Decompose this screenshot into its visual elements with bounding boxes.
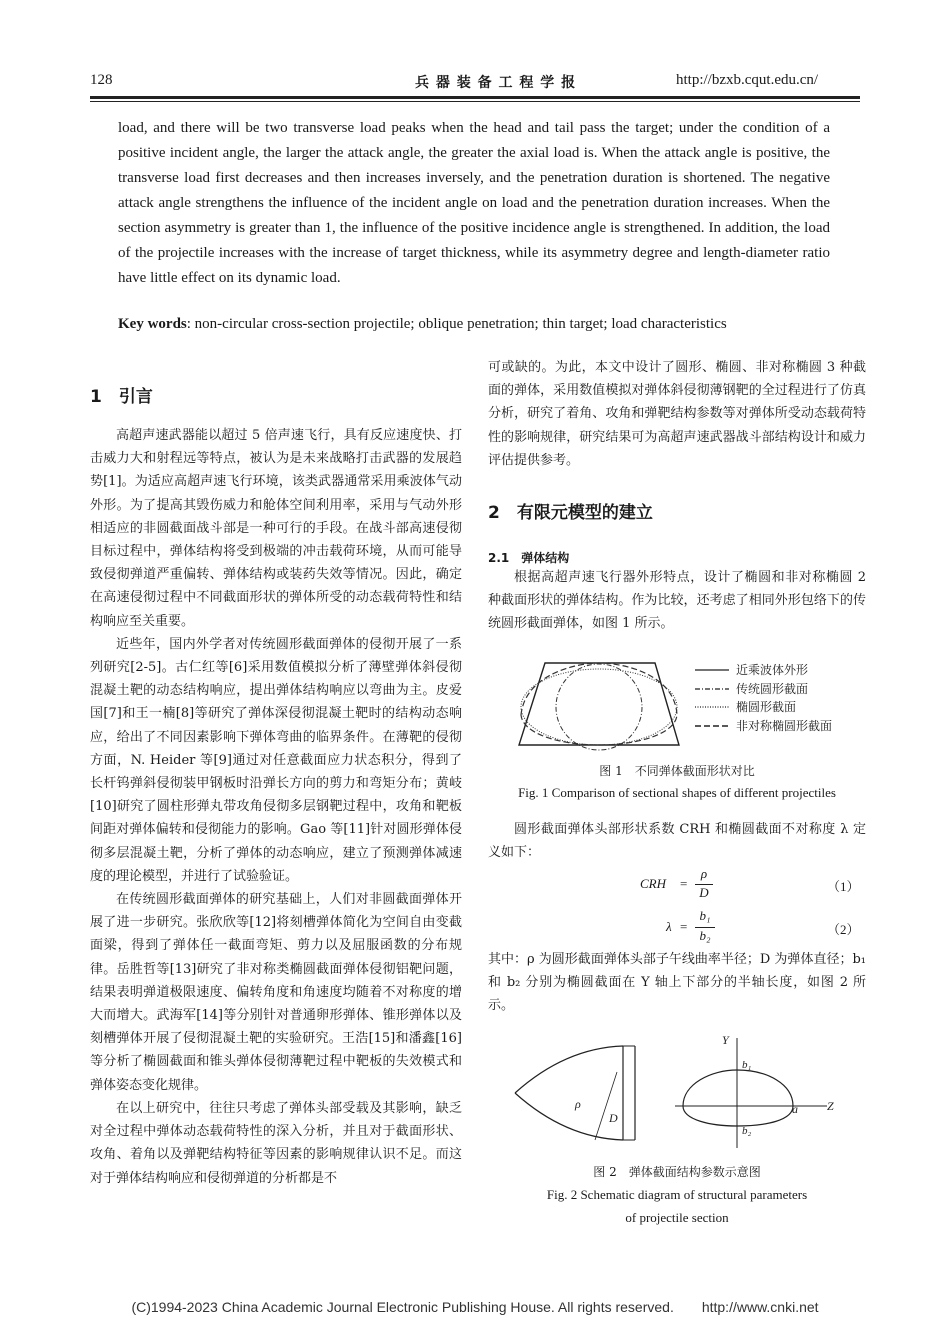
- paragraph: 在传统圆形截面弹体的研究基础上，人们对非圆截面弹体开展了进一步研究。张欣欣等[12]将刻槽弹体简化为空间自由变截面梁，得到了弹体任一截面弯矩、剪力以及屈服函数的分布规律。岳胜哲等[13]研究了非对称类椭圆截面弹体侵彻铝靶问题，结果表明弹道极限速度、偏转角度和角速度均随着不对称度的增大而增大。武海军[14]等分别针对普通卵形弹体、锥形弹体以及刻槽弹体开展了侵彻混凝土靶的实验研究。王浩[15]和潘鑫[16]等分析了椭圆截面和锥头弹体侵彻薄靶过程中靶板的失效模式和弹体姿态变化规律。: [90, 892, 462, 1093]
- eq2-numerator: b₁: [699, 908, 711, 923]
- asymmetric-ellipse-section: [521, 663, 677, 745]
- section-1-body: [90, 424, 462, 1190]
- paragraph: 在以上研究中，往往只考虑了弹体头部受载及其影响，缺乏对全过程中弹体动态载荷特性的深入分析，并且对于截面形状、攻角、着角以及弹靶结构特征等因素的影响规律认识不足。而这对于弹体结构响应和侵彻弹道的分析都是不: [90, 1100, 462, 1186]
- section-1-title: 1 引言: [90, 387, 153, 407]
- ogive-lower: [515, 1093, 623, 1140]
- paragraph: 可或缺的。为此，本文中设计了圆形、椭圆、非对称椭圆 3 种截面的弹体，采用数值模拟对弹体斜侵彻薄钢靶的全过程进行了仿真分析，研究了着角、攻角和弹靶结构参数等对弹体所受动态载荷特性的影响规律，研究结果可为高超声速武器战斗部结构设计和威力评估提供参考。: [488, 360, 866, 468]
- copyright-footer: (C)1994-2023 China Academic Journal Electronic Publishing House. All rights reserved. http://www.cnki.net: [131, 1299, 819, 1315]
- legend-circular: 传统圆形截面: [736, 682, 809, 696]
- eq2-lhs: λ: [666, 919, 672, 934]
- definition-paragraph: [488, 818, 866, 864]
- header-rule-thick: [90, 96, 860, 99]
- section-2-1-body: [488, 566, 866, 636]
- figure-2-caption-cn: 图 2 弹体截面结构参数示意图: [593, 1165, 761, 1179]
- subsection-2-1-title: 2.1 弹体结构: [488, 551, 570, 565]
- figure-1-caption-cn: 图 1 不同弹体截面形状对比: [599, 764, 755, 778]
- legend-asym-ellipse: 非对称椭圆形截面: [736, 719, 833, 733]
- b1-label: b₁: [742, 1059, 752, 1071]
- figure-2-caption-en-line1: Fig. 2 Schematic diagram of structural parameters: [546, 1187, 808, 1202]
- eq1-number: （1）: [827, 879, 860, 894]
- hull-outline: [519, 663, 679, 745]
- journal-url[interactable]: http://bzxb.cqut.edu.cn/: [676, 72, 819, 88]
- paragraph: 圆形截面弹体头部形状系数 CRH 和椭圆截面不对称度 λ 定义如下：: [488, 822, 866, 861]
- diameter-label: D: [609, 1111, 618, 1125]
- header-rule-thin: [90, 101, 860, 102]
- journal-title: 兵 器 装 备 工 程 学 报: [415, 75, 577, 91]
- z-axis-label: Z: [827, 1099, 834, 1113]
- where-paragraph: [488, 948, 866, 1018]
- keywords-label: Key words: [118, 316, 187, 332]
- figure-2: [505, 1030, 845, 1150]
- a-label: a: [792, 1102, 798, 1116]
- page-number: 128: [90, 72, 113, 88]
- section-2-title: 2 有限元模型的建立: [488, 503, 653, 523]
- paragraph: 根据高超声速飞行器外形特点，设计了椭圆和非对称椭圆 2 种截面形状的弹体结构。作为比较，还考虑了相同外形包络下的传统圆形截面弹体，如图 1 所示。: [488, 570, 866, 632]
- paragraph: 近些年，国内外学者对传统圆形截面弹体的侵彻开展了一系列研究[2-5]。古仁红等[6]采用数值模拟分析了薄壁弹体斜侵彻混凝土靶的动态结构响应，提出弹体结构响应以弯曲为主。皮爱国[7]和王一楠[8]等研究了弹体深侵彻混凝土靶时的结构动态响应，给出了不同因素影响下弹体弯曲的临界条件。在薄靶的侵彻方面，N. Heider 等[9]通过对任意截面应力状态积分，得到了长杆钨弹斜侵彻装甲钢板时沿弹长方向的剪力和弯矩分布；黄岐[10]研究了圆柱形弹丸带攻角侵彻多层钢靶过程中，攻角和靶板间距对弹体偏转和侵彻能力的影响。Gao 等[11]针对圆形弹体侵彻多层混凝土靶，分析了弹体的动态响应，建立了预测弹体减速度的理论模型，并进行了试验验证。: [90, 636, 462, 884]
- paragraph: 高超声速武器能以超过 5 倍声速飞行，具有反应速度快、打击威力大和射程远等特点，被认为是未来战略打击武器的发展趋势[1]。为适应高超声速飞行环境，该类武器通常采用乘波体气动外形。为了提高其毁伤威力和舱体空间利用率，采用与气动外形相适应的非圆截面战斗部是一种可行的手段。在战斗部高速侵彻目标过程中，弹体结构将受到极端的冲击载荷环境，从而可能导致侵彻弹道严重偏转、弹体结构或装药失效等情况。因此，确定在高速侵彻过程中不同截面形状的弹体所受的动态载荷特性和结构响应至关重要。: [90, 428, 462, 629]
- eq1-equals: =: [680, 876, 688, 891]
- eq2-denominator: b₂: [699, 928, 711, 943]
- keywords-value: : non-circular cross-section projectile; oblique penetration; thin target; load characteristics: [186, 316, 727, 332]
- figure-1: [515, 655, 865, 755]
- asymmetric-ellipse: [683, 1070, 793, 1126]
- y-axis-label: Y: [722, 1033, 729, 1047]
- eq1-denominator: D: [699, 885, 709, 900]
- legend-hull: 近乘波体外形: [736, 663, 809, 677]
- abstract-text: load, and there will be two transverse load peaks when the head and tail pass the target; under the condition of a positive incident angle, the larger the attack angle, the greater the axial load is. When the attack angle is positive, the transverse load first decreases and then increases inversely, and the penetration duration is shortened. The negative attack angle strengthens the influence of the incident angle on load and the penetration duration increases. When the section asymmetry is greater than 1, the influence of the positive incidence angle is strengthened. In addition, the load of the projectile increases with the increase of target thickness, while its asymmetry degree and length-diameter ratio have little effect on its dynamic load.: [118, 120, 830, 286]
- figure-2-caption-en-line2: of projectile section: [625, 1210, 729, 1225]
- intro-continuation: [488, 356, 866, 472]
- ellipse-section: [521, 669, 677, 745]
- eq1-lhs: CRH: [640, 876, 666, 891]
- figure-1-caption-en: Fig. 1 Comparison of sectional shapes of different projectiles: [518, 785, 836, 800]
- paragraph: 其中：ρ 为圆形截面弹体头部子午线曲率半径；D 为弹体直径；b₁ 和 b₂ 分别为椭圆截面在 Y 轴上下部分的半轴长度，如图 2 所示。: [488, 952, 866, 1014]
- rho-radius-line: [595, 1072, 617, 1140]
- eq1-numerator: ρ: [700, 866, 708, 881]
- legend-ellipse: 椭圆形截面: [736, 700, 797, 714]
- eq2-number: （2）: [827, 922, 860, 937]
- b2-label: b₂: [742, 1125, 752, 1137]
- circular-section: [556, 664, 642, 750]
- keywords: [118, 316, 830, 333]
- rho-label: ρ: [575, 1097, 581, 1111]
- ogive-upper: [515, 1046, 623, 1093]
- eq2-equals: =: [680, 919, 688, 934]
